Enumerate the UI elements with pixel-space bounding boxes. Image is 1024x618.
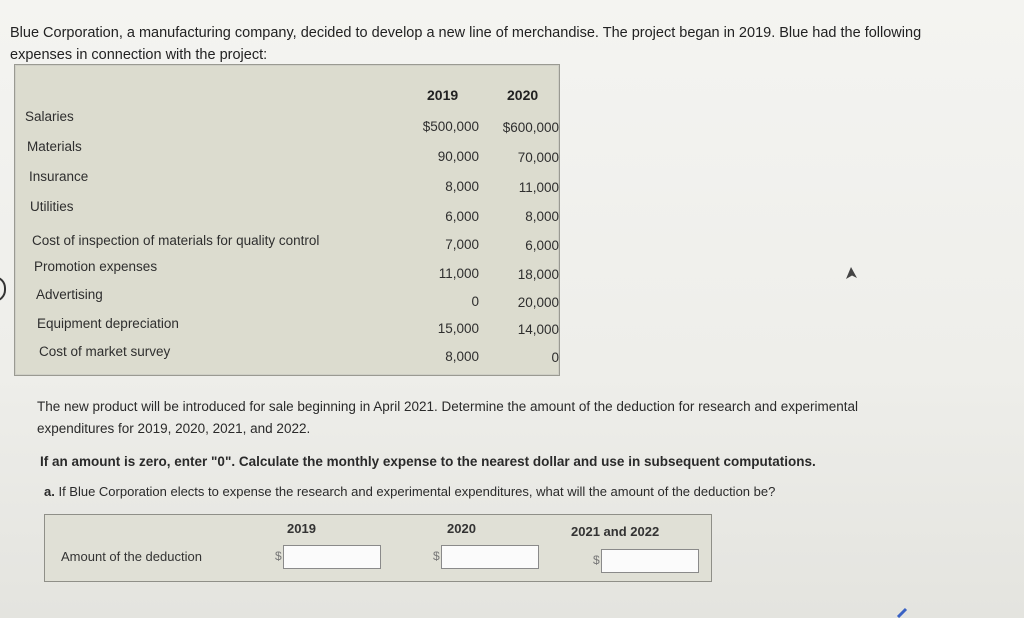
value-survey-2020: 0	[551, 350, 559, 365]
answer-header-2019: 2019	[287, 521, 316, 536]
row-label-insurance: Insurance	[29, 169, 89, 184]
currency-symbol-2020: $	[433, 549, 440, 563]
question-text: The new product will be introduced for sale beginning in April 2021. Determine the amount of the deduction for research and experimental expenditures for 2019, 2020, 2021, and 2022.	[37, 399, 858, 436]
column-header-2019: 2019	[427, 87, 459, 103]
answer-table	[44, 514, 712, 582]
row-label-salaries: Salaries	[25, 109, 74, 124]
row-label-materials: Materials	[27, 139, 82, 154]
currency-symbol-2019: $	[275, 549, 282, 563]
blue-check-mark-icon	[896, 604, 914, 618]
left-edge-arc-decoration	[0, 276, 6, 302]
part-a-prefix: a.	[44, 484, 55, 499]
column-header-2020: 2020	[507, 87, 539, 103]
value-inspection-2020: 6,000	[525, 238, 559, 253]
deduction-2019-input[interactable]	[283, 545, 381, 569]
row-label-promotion: Promotion expenses	[34, 259, 158, 274]
value-insurance-2019: 8,000	[445, 179, 479, 194]
row-label-equipment-depreciation: Equipment depreciation	[37, 316, 179, 331]
value-advertising-2020: 20,000	[517, 295, 559, 310]
value-depreciation-2019: 15,000	[437, 321, 479, 336]
value-utilities-2019: 6,000	[445, 209, 479, 224]
deduction-2021-2022-input[interactable]	[601, 549, 699, 573]
answer-header-2021-2022: 2021 and 2022	[571, 524, 660, 539]
problem-intro: Blue Corporation, a manufacturing company, decided to develop a new line of merchandise. The project began in 2019. Blue had the following expenses in connection with the project:	[10, 25, 922, 63]
part-a-text: If Blue Corporation elects to expense the research and experimental expenditures, what will the amount of the deduction be?	[54, 484, 776, 499]
row-label-advertising: Advertising	[36, 287, 103, 302]
row-label-utilities: Utilities	[30, 199, 74, 214]
value-promotion-2020: 18,000	[517, 267, 559, 282]
row-label-market-survey: Cost of market survey	[39, 344, 171, 359]
value-survey-2019: 8,000	[445, 349, 479, 364]
row-label-inspection: Cost of inspection of materials for quality control	[32, 233, 320, 248]
value-promotion-2019: 11,000	[438, 266, 479, 281]
currency-symbol-2021-2022: $	[593, 553, 600, 567]
value-salaries-2019: $500,000	[422, 119, 479, 134]
value-salaries-2020: $600,000	[502, 120, 559, 135]
value-advertising-2019: 0	[471, 294, 479, 309]
value-depreciation-2020: 14,000	[517, 322, 559, 337]
value-utilities-2020: 8,000	[525, 209, 559, 224]
value-materials-2019: 90,000	[437, 149, 479, 164]
expense-table	[14, 64, 560, 376]
value-materials-2020: 70,000	[517, 150, 559, 165]
mouse-pointer-icon	[844, 266, 858, 282]
instruction-text: If an amount is zero, enter "0". Calculate the monthly expense to the nearest dollar and use in subsequent computations.	[40, 454, 816, 469]
answer-header-2020: 2020	[447, 521, 476, 536]
value-insurance-2020: 11,000	[518, 180, 559, 195]
answer-row-label: Amount of the deduction	[61, 549, 202, 564]
deduction-2020-input[interactable]	[441, 545, 539, 569]
value-inspection-2019: 7,000	[445, 237, 479, 252]
part-a-question	[44, 484, 944, 499]
